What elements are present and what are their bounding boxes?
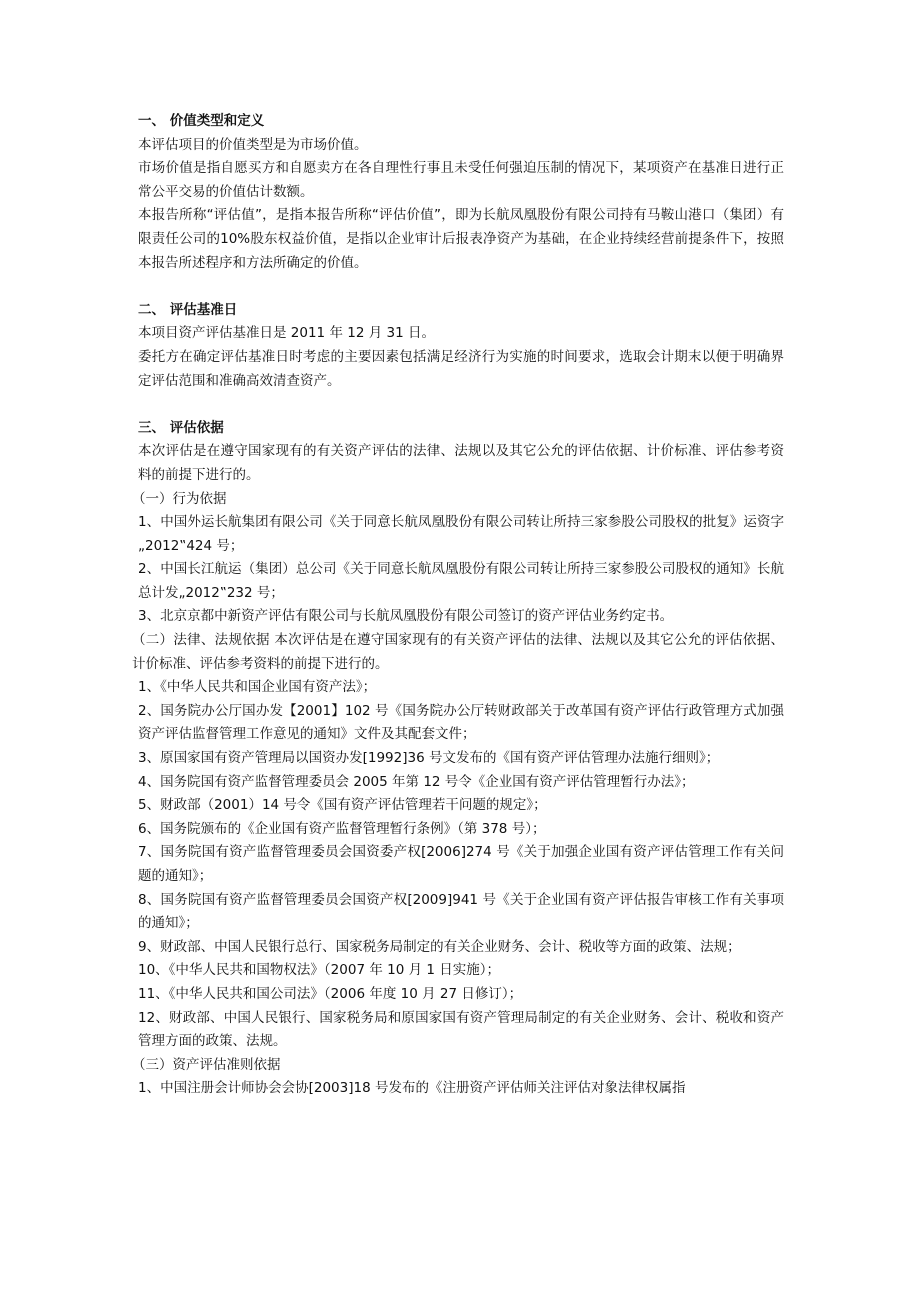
list-item: 3、原国家国有资产管理局以国资办发[1992]36 号文发布的《国有资产评估管理办法施行细则》； <box>138 750 720 767</box>
section-3-title: 三、 评估依据 <box>138 419 224 436</box>
section-2-title: 二、 评估基准日 <box>138 301 238 318</box>
list-item: 1、中国外运长航集团有限公司《关于同意长航凤凰股份有限公司转让所持三家参股公司股权的批复》运资字„2012‟424 号； <box>138 514 784 554</box>
list-item: 10、《中华人民共和国物权法》（2007 年 10 月 1 日实施）； <box>138 962 501 979</box>
list-item: 12、财政部、中国人民银行、国家税务局和原国家国有资产管理局制定的有关企业财务、会计、税收和资产管理方面的政策、法规。 <box>138 1009 784 1050</box>
list-item: 4、国务院国有资产监督管理委员会 2005 年第 12 号令《企业国有资产评估管理暂行办法》； <box>138 773 695 790</box>
section-2-para-2: 委托方在确定评估基准日时考虑的主要因素包括满足经济行为实施的时间要求，选取会计期末以便于明确界定评估范围和准确高效清查资产。 <box>138 348 784 389</box>
document-page <box>132 110 784 1101</box>
list-item: 7、国务院国有资产监督管理委员会国资委产权[2006]274 号《关于加强企业国有资产评估管理工作有关问题的通知》； <box>138 844 784 884</box>
list-item: 3、北京京都中新资产评估有限公司与长航凤凰股份有限公司签订的资产评估业务约定书。 <box>138 608 674 625</box>
list-item: 11、《中华人民共和国公司法》（2006 年度 10 月 27 日修订）； <box>138 985 523 1002</box>
list-item: 6、国务院颁布的《企业国有资产监督管理暂行条例》（第 378 号）； <box>138 820 546 837</box>
list-item: 2、中国长江航运（集团）总公司《关于同意长航凤凰股份有限公司转让所持三家参股公司股权的通知》长航总计发„2012‟232 号； <box>138 561 784 601</box>
list-item: 2、国务院办公厅国办发【2001】102 号《国务院办公厅转财政部关于改革国有资产评估行政管理方式加强资产评估监督管理工作意见的通知》文件及其配套文件； <box>138 702 784 743</box>
subsection-behavior-basis: （一）行为依据 <box>132 490 227 507</box>
list-item: 8、国务院国有资产监督管理委员会国资产权[2009]941 号《关于企业国有资产评估报告审核工作有关事项的通知》； <box>138 891 784 932</box>
section-1-title: 一、 价值类型和定义 <box>138 113 265 129</box>
spacer <box>138 275 784 299</box>
section-3-intro: 本次评估是在遵守国家现有的有关资产评估的法律、法规以及其它公允的评估依据、计价标准、评估参考资料的前提下进行的。 <box>138 443 784 483</box>
section-1-para-1: 本评估项目的价值类型是为市场价值。 <box>138 136 368 153</box>
list-item: 5、财政部（2001）14 号令《国有资产评估管理若干问题的规定》； <box>138 797 547 814</box>
list-item: 1、《中华人民共和国企业国有资产法》； <box>138 679 377 696</box>
section-1-para-3: 本报告所称“评估值”，是指本报告所称“评估价值”，即为长航凤凰股份有限公司持有马鞍山港口（集团）有限责任公司的10%股东权益价值，是指以企业审计后报表净资产为基础，在企业持续经营前提条件下，按照本报告所述程序和方法所确定的价值。 <box>138 207 784 271</box>
list-item: 1、中国注册会计师协会会协[2003]18 号发布的《注册资产评估师关注评估对象法律权属指 <box>138 1080 686 1097</box>
section-1-para-2: 市场价值是指自愿买方和自愿卖方在各自理性行事且未受任何强迫压制的情况下，某项资产在基准日进行正常公平交易的价值估计数额。 <box>138 160 784 200</box>
subsection-standards-basis: （三）资产评估准则依据 <box>132 1056 281 1073</box>
subsection-legal-basis: （二）法律、法规依据 本次评估是在遵守国家现有的有关资产评估的法律、法规以及其它公允的评估依据、计价标准、评估参考资料的前提下进行的。 <box>132 632 784 672</box>
section-2-para-1: 本项目资产评估基准日是 2011 年 12 月 31 日。 <box>138 325 435 342</box>
spacer <box>138 393 784 417</box>
list-item: 9、财政部、中国人民银行总行、国家税务局制定的有关企业财务、会计、税收等方面的政策、法规； <box>138 938 741 955</box>
